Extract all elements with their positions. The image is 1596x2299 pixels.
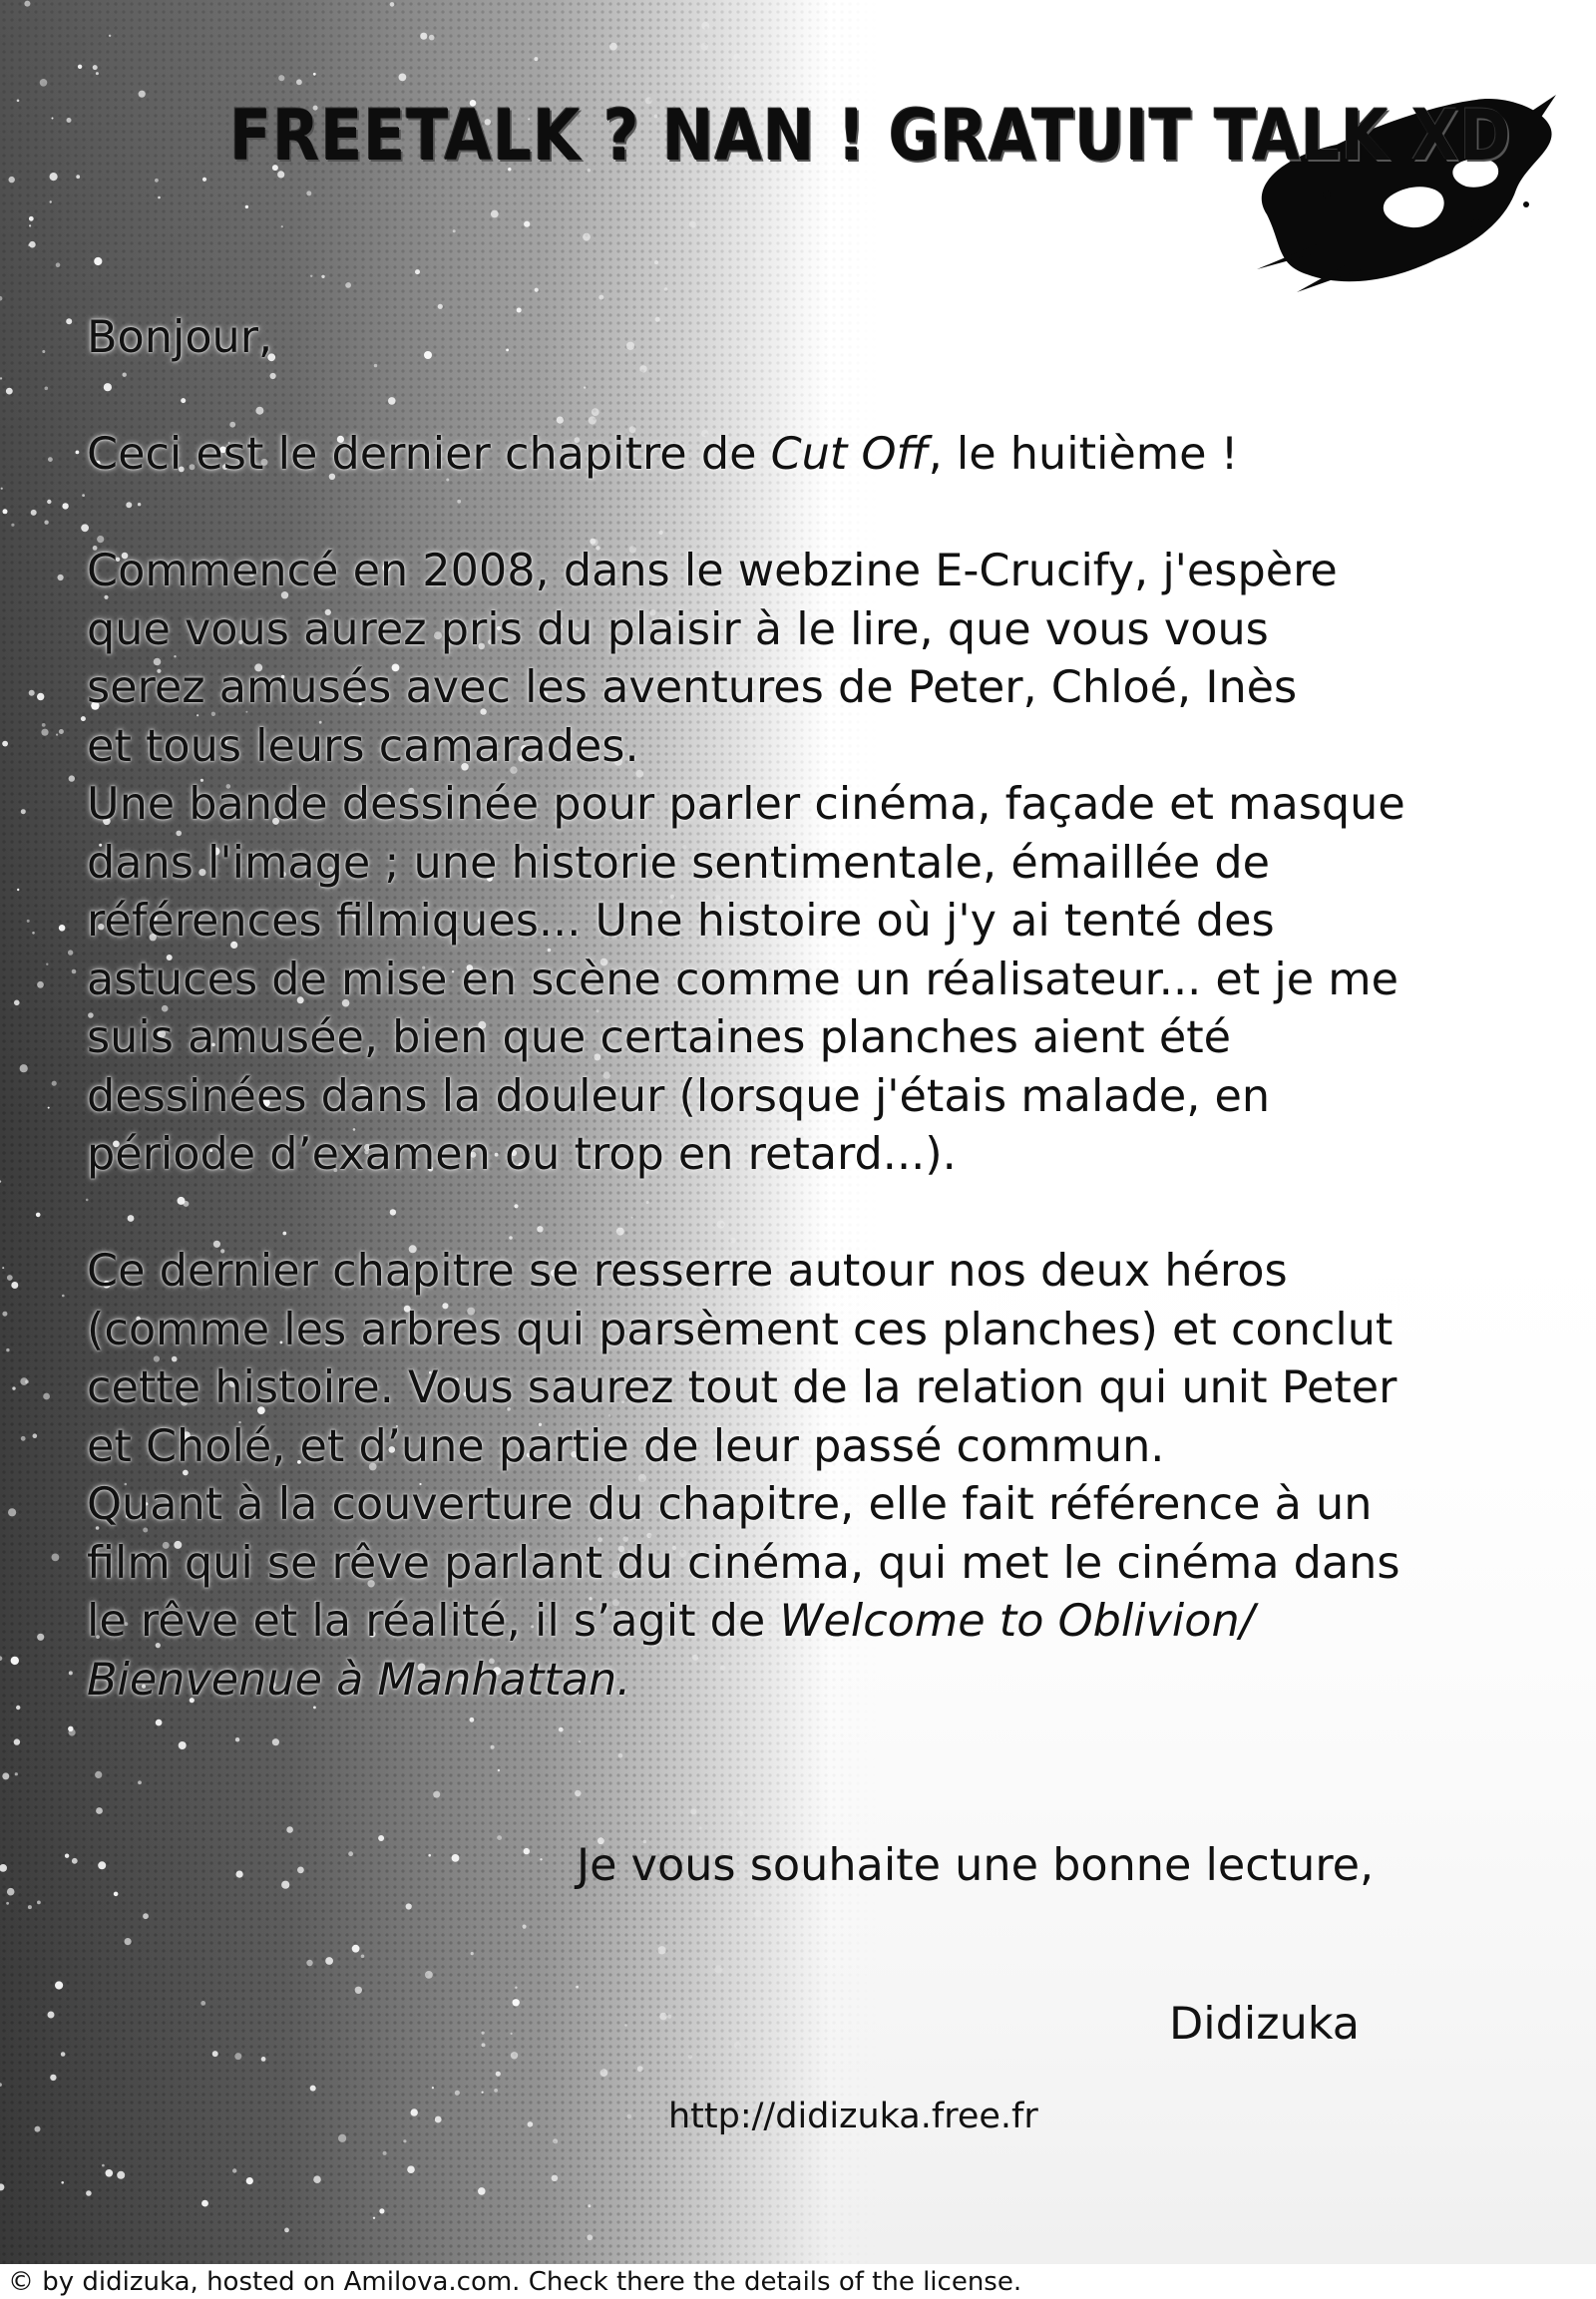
text-line: serez amusés avec les aventures de Peter, Chloé, Inès: [87, 662, 1298, 713]
text-line: film qui se rêve parlant du cinéma, qui met le cinéma dans: [87, 1537, 1400, 1589]
text-line: Quant à la couverture du chapitre, elle fait référence à un: [87, 1479, 1373, 1530]
film-line-before: le rêve et la réalité, il s’agit de: [87, 1596, 780, 1647]
film-line-2: [87, 1652, 1553, 1711]
paragraph-history: [87, 543, 1553, 1185]
text-line: suis amusée, bien que certaines planches aient été: [87, 1012, 1232, 1063]
text-line: références filmiques... Une histoire où j'y ai tenté des: [87, 896, 1275, 947]
intro-after: , le huitième !: [928, 429, 1239, 480]
page-title: FREETALK ? NAN ! GRATUIT TALK XD: [229, 95, 1512, 177]
text-line: Une bande dessinée pour parler cinéma, façade et masque: [87, 779, 1405, 830]
film-title: Welcome to Oblivion/: [779, 1596, 1255, 1647]
text-line: astuces de mise en scène comme un réalisateur... et je me: [87, 954, 1398, 1005]
text-line: dessinées dans la douleur (lorsque j'étais malade, en: [87, 1070, 1271, 1122]
comic-title: Cut Off: [770, 429, 929, 480]
paragraph-final-chapter: [87, 1243, 1553, 1593]
freetalk-header: [229, 95, 1556, 294]
film-line: [87, 1593, 1553, 1652]
text-line: que vous aurez pris du plaisir à le lire, que vous vous: [87, 603, 1269, 655]
copyright-notice: © by didizuka, hosted on Amilova.com. Check there the details of the license.: [8, 2267, 1022, 2297]
intro-before: Ceci est le dernier chapitre de: [87, 429, 771, 480]
signature: Didizuka: [1169, 1999, 1361, 2050]
text-line: et Cholé, et d’une partie de leur passé commun.: [87, 1420, 1165, 1472]
text-line: (comme les arbres qui parsèment ces planches) et conclut: [87, 1304, 1394, 1355]
intro-line: [87, 426, 1553, 485]
letter-body: [87, 309, 1553, 1710]
text-line: Ce dernier chapitre se resserre autour nos deux héros: [87, 1246, 1288, 1297]
text-line: cette histoire. Vous saurez tout de la relation qui unit Peter: [87, 1362, 1397, 1413]
text-line: dans l'image ; une historie sentimentale, émaillée de: [87, 837, 1270, 889]
film-title-french: Bienvenue à Manhattan.: [87, 1654, 631, 1706]
website-link[interactable]: http://didizuka.free.fr: [668, 2097, 1038, 2136]
closing-line: Je vous souhaite une bonne lecture,: [577, 1840, 1375, 1891]
text-line: période d’examen ou trop en retard...).: [87, 1129, 957, 1180]
text-line: et tous leurs camarades.: [87, 720, 639, 772]
greeting: Bonjour,: [87, 312, 273, 363]
text-line: Commencé en 2008, dans le webzine E-Crucify, j'espère: [87, 546, 1338, 596]
